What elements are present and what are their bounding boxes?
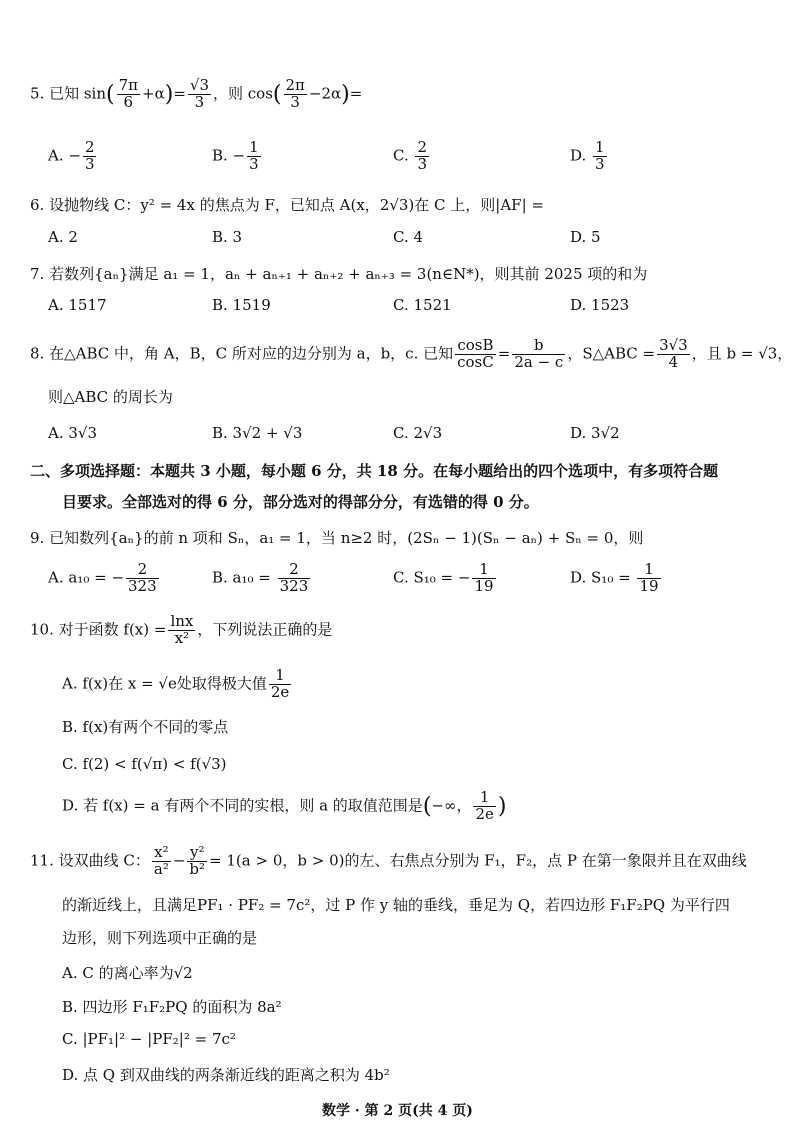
denominator: 3 <box>290 92 300 111</box>
q5-option-c <box>393 140 431 173</box>
option-text: D. 若 f(x) = a 有两个不同的实根，则 a 的取值范围是 <box>62 796 423 815</box>
question-8-stem <box>30 338 792 371</box>
paren: ) <box>164 81 174 107</box>
option-label: A. a₁₀ = − <box>48 568 125 587</box>
fraction <box>472 562 495 595</box>
denominator: 2e <box>270 682 290 701</box>
q5-text: ，则 cos <box>213 84 273 103</box>
numerator: 1 <box>249 138 259 156</box>
option-label: B. a₁₀ = <box>212 568 276 587</box>
option-label: D. S₁₀ = <box>570 568 636 587</box>
q10-text: ，下列说法正确的是 <box>197 620 333 639</box>
fraction <box>455 338 496 371</box>
q11-text: 11. 设双曲线 C： <box>30 851 150 870</box>
q5-text: = <box>349 84 363 103</box>
question-10-stem <box>30 614 332 647</box>
q9-option-c <box>393 562 498 595</box>
q9-option-a <box>48 562 161 595</box>
fraction <box>278 562 311 595</box>
numerator: b <box>512 338 565 355</box>
fraction <box>415 140 429 173</box>
option-label: C. S₁₀ = − <box>393 568 471 587</box>
q11-option-b: B. 四边形 F₁F₂PQ 的面积为 8a² <box>62 998 282 1016</box>
denominator: 2a − c <box>514 352 564 371</box>
numerator: 2 <box>278 562 311 579</box>
q7-option-c: C. 1521 <box>393 296 452 314</box>
denominator: 19 <box>639 576 659 595</box>
question-5-stem <box>30 78 362 111</box>
q8-option-d: D. 3√2 <box>570 424 620 442</box>
option-label: D. <box>570 146 592 165</box>
fraction <box>473 790 495 823</box>
denominator: 6 <box>123 92 134 111</box>
numerator: 1 <box>269 668 291 685</box>
question-6-stem: 6. 设抛物线 C：y² = 4x 的焦点为 F，已知点 A(x，2√3)在 C 上，则|AF| = <box>30 196 544 214</box>
denominator: x² <box>174 628 190 647</box>
q8-option-c: C. 2√3 <box>393 424 443 442</box>
q8-option-b: B. 3√2 + √3 <box>212 424 303 442</box>
option-label: B. − <box>212 146 246 165</box>
section-2-heading-line2: 目要求。全部选对的得 6 分，部分选对的得部分分，有选错的得 0 分。 <box>62 493 539 511</box>
denominator: 3 <box>194 92 205 111</box>
q10-option-d <box>62 790 507 823</box>
denominator: 4 <box>668 352 679 371</box>
q10-option-a <box>62 668 293 701</box>
option-text: A. f(x)在 x = √e处取得极大值 <box>62 674 267 693</box>
q10-option-b: B. f(x)有两个不同的零点 <box>62 718 229 736</box>
q9-option-d <box>570 562 663 595</box>
fraction <box>269 668 291 701</box>
fraction <box>593 140 607 173</box>
fraction <box>247 140 261 173</box>
q6-option-a: A. 2 <box>48 228 78 246</box>
fraction <box>657 338 690 371</box>
numerator: cosB <box>455 338 496 355</box>
paren: ( <box>272 81 282 107</box>
q10-option-c: C. f(2) < f(√π) < f(√3) <box>62 755 227 773</box>
denominator: 3 <box>417 154 428 173</box>
paren: ( <box>422 793 432 819</box>
denominator: a² <box>153 859 169 878</box>
fraction <box>188 78 211 111</box>
q7-option-a: A. 1517 <box>48 296 107 314</box>
fraction <box>187 845 207 878</box>
numerator: lnx <box>170 612 194 630</box>
q11-text: = 1(a > 0，b > 0)的左、右焦点分别为 F₁，F₂，点 P 在第一象限并且在双曲线 <box>209 851 747 870</box>
denominator: 19 <box>474 576 494 595</box>
q6-option-b: B. 3 <box>212 228 243 246</box>
denominator: b² <box>189 859 206 878</box>
q10-text: 10. 对于函数 f(x) = <box>30 620 167 639</box>
q8-option-a: A. 3√3 <box>48 424 98 442</box>
question-11-stem <box>30 845 747 878</box>
numerator: 1 <box>472 562 495 579</box>
option-label: A. − <box>48 146 81 165</box>
denominator: 323 <box>279 576 309 595</box>
numerator: 2 <box>417 138 428 156</box>
q6-option-c: C. 4 <box>393 228 424 246</box>
fraction <box>637 562 660 595</box>
q5-text: = <box>173 84 186 103</box>
question-11-line3: 边形，则下列选项中正确的是 <box>62 929 258 947</box>
q5-option-b <box>212 140 263 173</box>
numerator: √3 <box>189 76 209 94</box>
fraction <box>117 78 140 111</box>
question-11-line2: 的渐近线上，且满足PF₁ · PF₂ = 7c²，过 P 作 y 轴的垂线，垂足为 Q，若四边形 F₁F₂PQ 为平行四 <box>62 896 730 914</box>
numerator: 2π <box>285 76 305 94</box>
numerator: 2 <box>126 562 159 579</box>
numerator: 3√3 <box>659 336 688 354</box>
q5-text: 5. 已知 sin <box>30 84 107 103</box>
numerator: 1 <box>595 138 605 156</box>
question-7-stem: 7. 若数列{aₙ}满足 a₁ = 1，aₙ + aₙ₊₁ + aₙ₊₂ + aₙ₊₃ = 3(n∈N*)，则其前 2025 项的和为 <box>30 265 648 283</box>
fraction <box>83 140 97 173</box>
q5-option-d <box>570 140 609 173</box>
q8-text: = <box>497 344 511 363</box>
fraction <box>512 338 565 371</box>
denominator: cosC <box>457 352 494 371</box>
q7-option-b: B. 1519 <box>212 296 271 314</box>
q8-text: 8. 在△ABC 中，角 A，B，C 所对应的边分别为 a，b，c. 已知 <box>30 344 454 363</box>
paren: ( <box>106 81 115 107</box>
paren: ) <box>341 81 350 107</box>
numerator: 1 <box>637 562 660 579</box>
q9-option-b <box>212 562 312 595</box>
section-2-heading: 二、多项选择题：本题共 3 小题，每小题 6 分，共 18 分。在每小题给出的四个选项中，有多项符合题 <box>30 462 719 480</box>
option-text: −∞， <box>431 796 472 815</box>
numerator: x² <box>152 845 171 862</box>
option-label: C. <box>393 146 414 165</box>
denominator: 3 <box>595 154 605 173</box>
numerator: y² <box>187 845 207 862</box>
q5-text: +α <box>142 84 165 103</box>
fraction <box>284 78 307 111</box>
denominator: 323 <box>128 576 157 595</box>
question-9-stem: 9. 已知数列{aₙ}的前 n 项和 Sₙ，a₁ = 1，当 n≥2 时，(2Sₙ − 1)(Sₙ − aₙ) + Sₙ = 0，则 <box>30 529 644 547</box>
page-footer: 数学 · 第 2 页(共 4 页) <box>322 1103 473 1119</box>
q11-text: − <box>172 851 186 870</box>
q7-option-d: D. 1523 <box>570 296 630 314</box>
fraction <box>168 614 195 647</box>
numerator: 2 <box>84 138 95 156</box>
q8-text: ，且 b = √3， <box>691 344 793 363</box>
fraction <box>152 845 171 878</box>
numerator: 1 <box>473 790 495 807</box>
q6-option-d: D. 5 <box>570 228 601 246</box>
fraction <box>126 562 159 595</box>
q5-option-a <box>48 140 98 173</box>
numerator: 7π <box>118 76 139 94</box>
denominator: 3 <box>249 154 259 173</box>
q11-option-a: A. C 的离心率为√2 <box>62 964 193 982</box>
q8-text: ，S△ABC = <box>567 344 656 363</box>
q11-option-d: D. 点 Q 到双曲线的两条渐近线的距离之积为 4b² <box>62 1066 390 1084</box>
paren: ) <box>497 793 507 819</box>
question-8-line2: 则△ABC 的周长为 <box>48 388 173 406</box>
denominator: 2e <box>475 804 494 823</box>
q5-text: −2α <box>308 84 342 103</box>
denominator: 3 <box>84 154 95 173</box>
q11-option-c: C. |PF₁|² − |PF₂|² = 7c² <box>62 1030 236 1048</box>
